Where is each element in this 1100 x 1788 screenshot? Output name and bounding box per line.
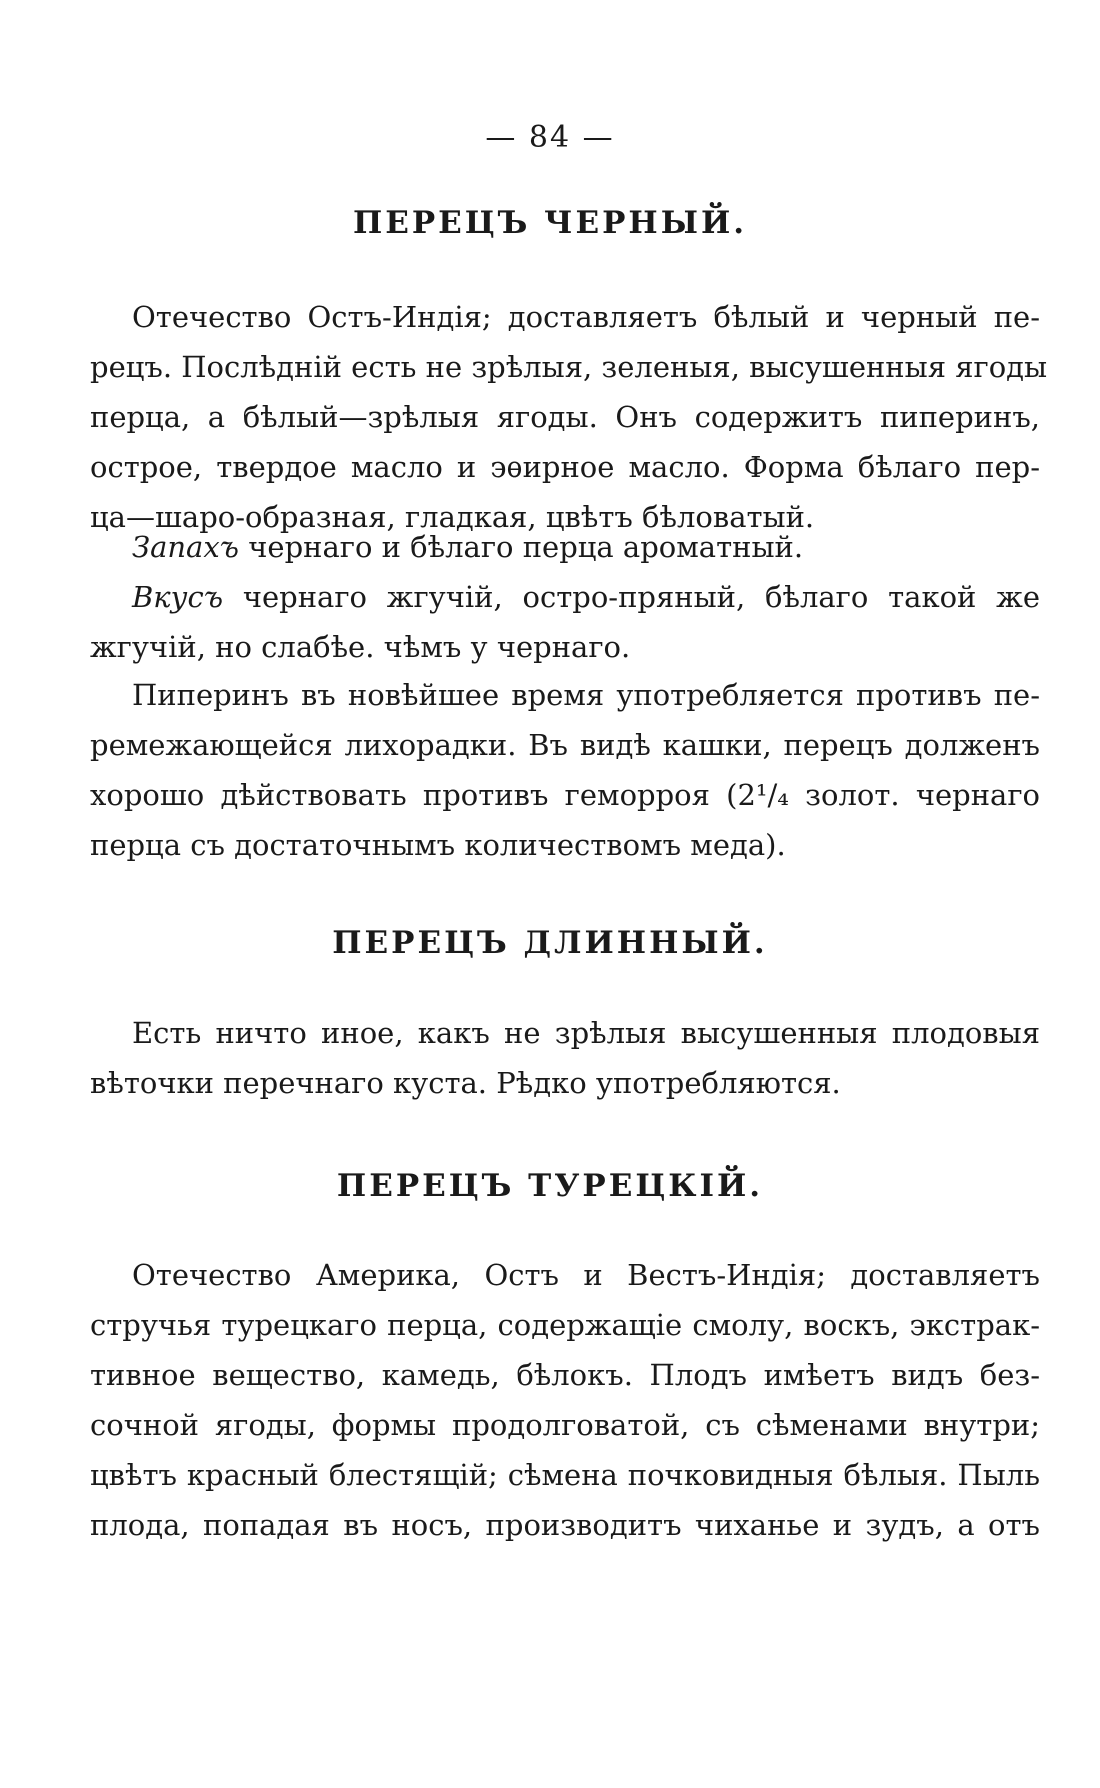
- page-number: — 84 —: [485, 120, 615, 155]
- section-heading-long-pepper: ПЕРЕЦЪ ДЛИННЫЙ.: [332, 925, 768, 961]
- taste-label: Вкусъ: [132, 580, 224, 614]
- text-line: тивное вещество, камедь, бѣлокъ. Плодъ имѣетъ видъ без-: [90, 1358, 1040, 1392]
- text-line: перца съ достаточнымъ количествомъ меда).: [90, 828, 786, 862]
- section-heading-black-pepper: ПЕРЕЦЪ ЧЕРНЫЙ.: [352, 205, 748, 241]
- text-line: [90, 572, 1040, 622]
- text-line: плода, попадая въ носъ, производитъ чиханье и зудъ, а отъ: [90, 1508, 1040, 1542]
- text-line: хорошо дѣйствовать противъ геморроя (2¹/₄ золот. чернаго: [90, 778, 1040, 812]
- text-line: острое, твердое масло и эѳирное масло. Форма бѣлаго пер-: [90, 450, 1040, 484]
- text-line: сочной ягоды, формы продолговатой, съ сѣменами внутри;: [90, 1408, 1040, 1442]
- text-line: Отечество Америка, Остъ и Вестъ-Индія; доставляетъ: [132, 1258, 1040, 1292]
- text-line: ремежающейся лихорадки. Въ видѣ кашки, перецъ долженъ: [90, 728, 1040, 762]
- text-line: вѣточки перечнаго куста. Рѣдко употребляются.: [90, 1066, 841, 1100]
- text-line: цвѣтъ красный блестящій; сѣмена почковидныя бѣлыя. Пыль: [90, 1458, 1040, 1492]
- smell-text: чернаго и бѣлаго перца ароматный.: [248, 530, 804, 564]
- text-line: [90, 522, 1040, 572]
- paragraph-turkish-pepper: [90, 1250, 1040, 1550]
- text-line: жгучій, но слабѣе. чѣмъ у чернаго.: [90, 630, 631, 664]
- paragraph-smell: [90, 522, 1040, 572]
- paragraph-taste: [90, 572, 1040, 672]
- text-line: Есть ничто иное, какъ не зрѣлыя высушенныя плодовыя: [132, 1016, 1040, 1050]
- paragraph-piperine: [90, 670, 1040, 870]
- text-line: Отечество Остъ-Индія; доставляетъ бѣлый и черный пе-: [132, 300, 1040, 334]
- text-line: ца—шаро-образная, гладкая, цвѣтъ бѣловатый.: [90, 500, 815, 534]
- paragraph-long-pepper: [90, 1008, 1040, 1108]
- paragraph-black-pepper-origin: [90, 292, 1048, 542]
- taste-text: чернаго жгучій, остро-пряный, бѣлаго такой же: [242, 580, 1040, 614]
- section-heading-turkish-pepper: ПЕРЕЦЪ ТУРЕЦКІЙ.: [336, 1168, 764, 1204]
- text-line: Пиперинъ въ новѣйшее время употребляется противъ пе-: [132, 678, 1040, 712]
- text-line: стручья турецкаго перца, содержащіе смолу, воскъ, экстрак-: [90, 1308, 1040, 1342]
- text-line: рецъ. Послѣдній есть не зрѣлыя, зеленыя, высушенныя ягоды: [90, 350, 1048, 384]
- smell-label: Запахъ: [132, 530, 240, 564]
- text-line: перца, а бѣлый—зрѣлыя ягоды. Онъ содержитъ пиперинъ,: [90, 400, 1040, 434]
